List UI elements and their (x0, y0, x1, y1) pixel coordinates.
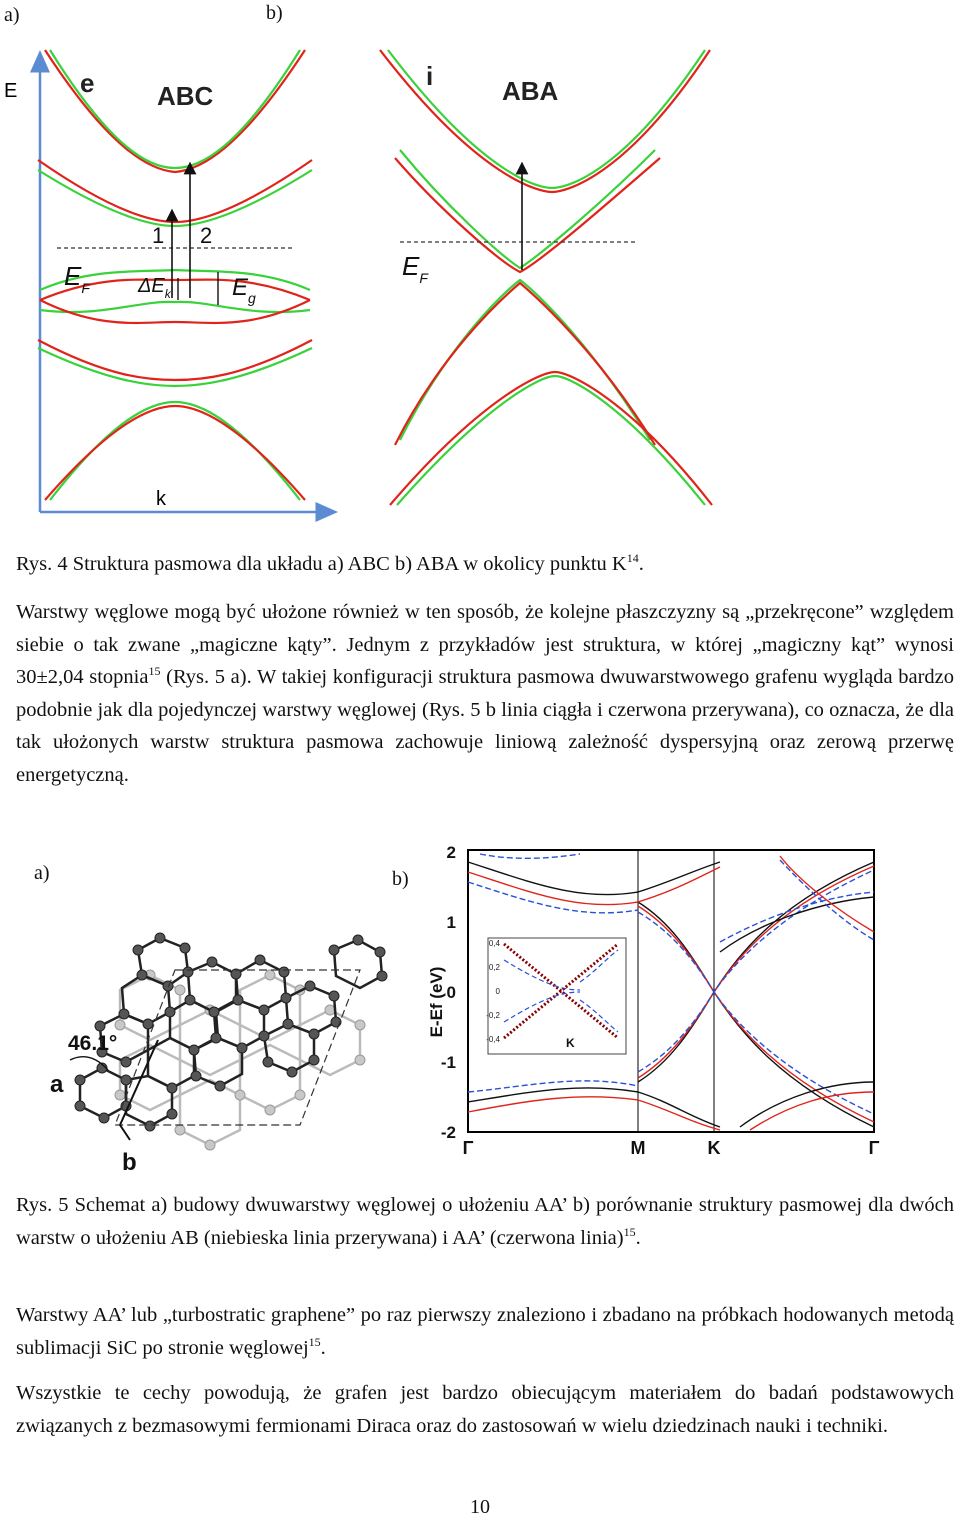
axis-e-label: E (4, 80, 18, 102)
inset-tick-4: -0,4 (486, 1035, 500, 1044)
y-tick-2: 2 (446, 843, 456, 862)
inset-tick-2: 0 (495, 987, 500, 996)
vector-a-label: a (50, 1071, 64, 1098)
fig5b-band-structure (420, 842, 890, 1162)
inset-tick-3: -0,2 (486, 1011, 500, 1020)
paragraph-3: Wszystkie te cechy powodują, że grafen jest bardzo obiecującym materiałem do badań podstawowych związanych z bezmasowymi fermionami Diraca oraz do zastosowań w wielu dziedzinach nauki i techniki. (16, 1382, 954, 1437)
inset-k-label: K (566, 1036, 575, 1050)
figure5-caption: Rys. 5 Schemat a) budowy dwuwarstwy węglowej o ułożeniu AA’ b) porównanie struktury pasmowej dla dwóch warstw o ułożeniu AB (niebieska linia przerywana) i AA’ (czerwona linia)$^{15}$. (16, 1194, 954, 1249)
fig5-panel-a-letter: a) (34, 862, 50, 884)
y-axis-label: E-Ef (eV) (427, 966, 446, 1038)
paragraph-2: Warstwy AA’ lub „turbostratic graphene” po raz pierwszy znaleziono i zbadano na próbkach hodowanych metodą sublimacji SiC po stronie węglowej$^{15}$. (16, 1304, 954, 1359)
x-tick-m: M (630, 1138, 646, 1158)
lattice-vector-b (120, 1125, 130, 1140)
fig4-panel-b-letter: b) (266, 2, 283, 24)
y-tick-minus1: -1 (440, 1053, 456, 1072)
label-ef-aba: $E_F$ (402, 251, 428, 286)
inset-tick-0: 0,4 (488, 939, 500, 948)
label-i: i (426, 61, 434, 91)
x-tick-k: K (707, 1138, 721, 1158)
fig4-band-diagrams (0, 0, 960, 545)
lattice-top-atoms (75, 933, 387, 1131)
label-1: 1 (152, 223, 165, 248)
label-abc: ABC (157, 81, 214, 111)
y-tick-minus2: -2 (440, 1123, 456, 1142)
fig4-panel-a-letter: a) (4, 4, 20, 26)
label-aba: ABA (502, 76, 559, 106)
angle-label: 46.1° (68, 1032, 118, 1055)
y-tick-0: 0 (446, 983, 456, 1002)
fig5-panel-b-letter: b) (392, 868, 409, 890)
page-number: 10 (470, 1496, 490, 1518)
label-eg: $E_g$ (232, 274, 256, 306)
x-tick-gamma-1: Γ (462, 1138, 474, 1158)
fig5a-lattice-schematic (30, 930, 410, 1180)
paragraph-1: Warstwy węglowe mogą być ułożone również w ten sposób, że kolejne płaszczyzny są „przekręcone” względem siebie o tak zwane „magiczne kąty”. Jednym z przykładów jest struktura, w której „magiczny kąt” wynosi 30±2,04 stopnia$^{15}$ (Rys. 5 a). W takiej konfiguracji struktura pasmowa dwuwarstwowego grafenu wygląda bardzo podobnie jak dla pojedynczej warstwy węglowej (Rys. 5 b linia ciągła i czerwona przerywana), co oznacza, że dla tak ułożonych warstw struktura pasmowa zachowuje liniową zależność dyspersyjną oraz zerową przerwę energetyczną. (16, 601, 955, 786)
axis-k-label: k (156, 488, 166, 510)
figure4-caption: Rys. 4 Struktura pasmowa dla układu a) ABC b) ABA w okolicy punktu $K^{14}$. (16, 551, 644, 575)
aba-bands (380, 50, 712, 505)
y-tick-1: 1 (446, 913, 456, 932)
inset-zoom (486, 938, 626, 1054)
label-ef-abc: $E_F$ (64, 261, 90, 296)
x-tick-gamma-2: Γ (868, 1138, 880, 1158)
label-delta-ek: $\Delta E_k$ (138, 275, 171, 301)
x-tick-labels (463, 1138, 880, 1158)
inset-tick-1: 0,2 (488, 963, 500, 972)
label-e: e (80, 68, 95, 98)
vector-b-label: b (122, 1149, 137, 1176)
label-2: 2 (200, 223, 213, 248)
